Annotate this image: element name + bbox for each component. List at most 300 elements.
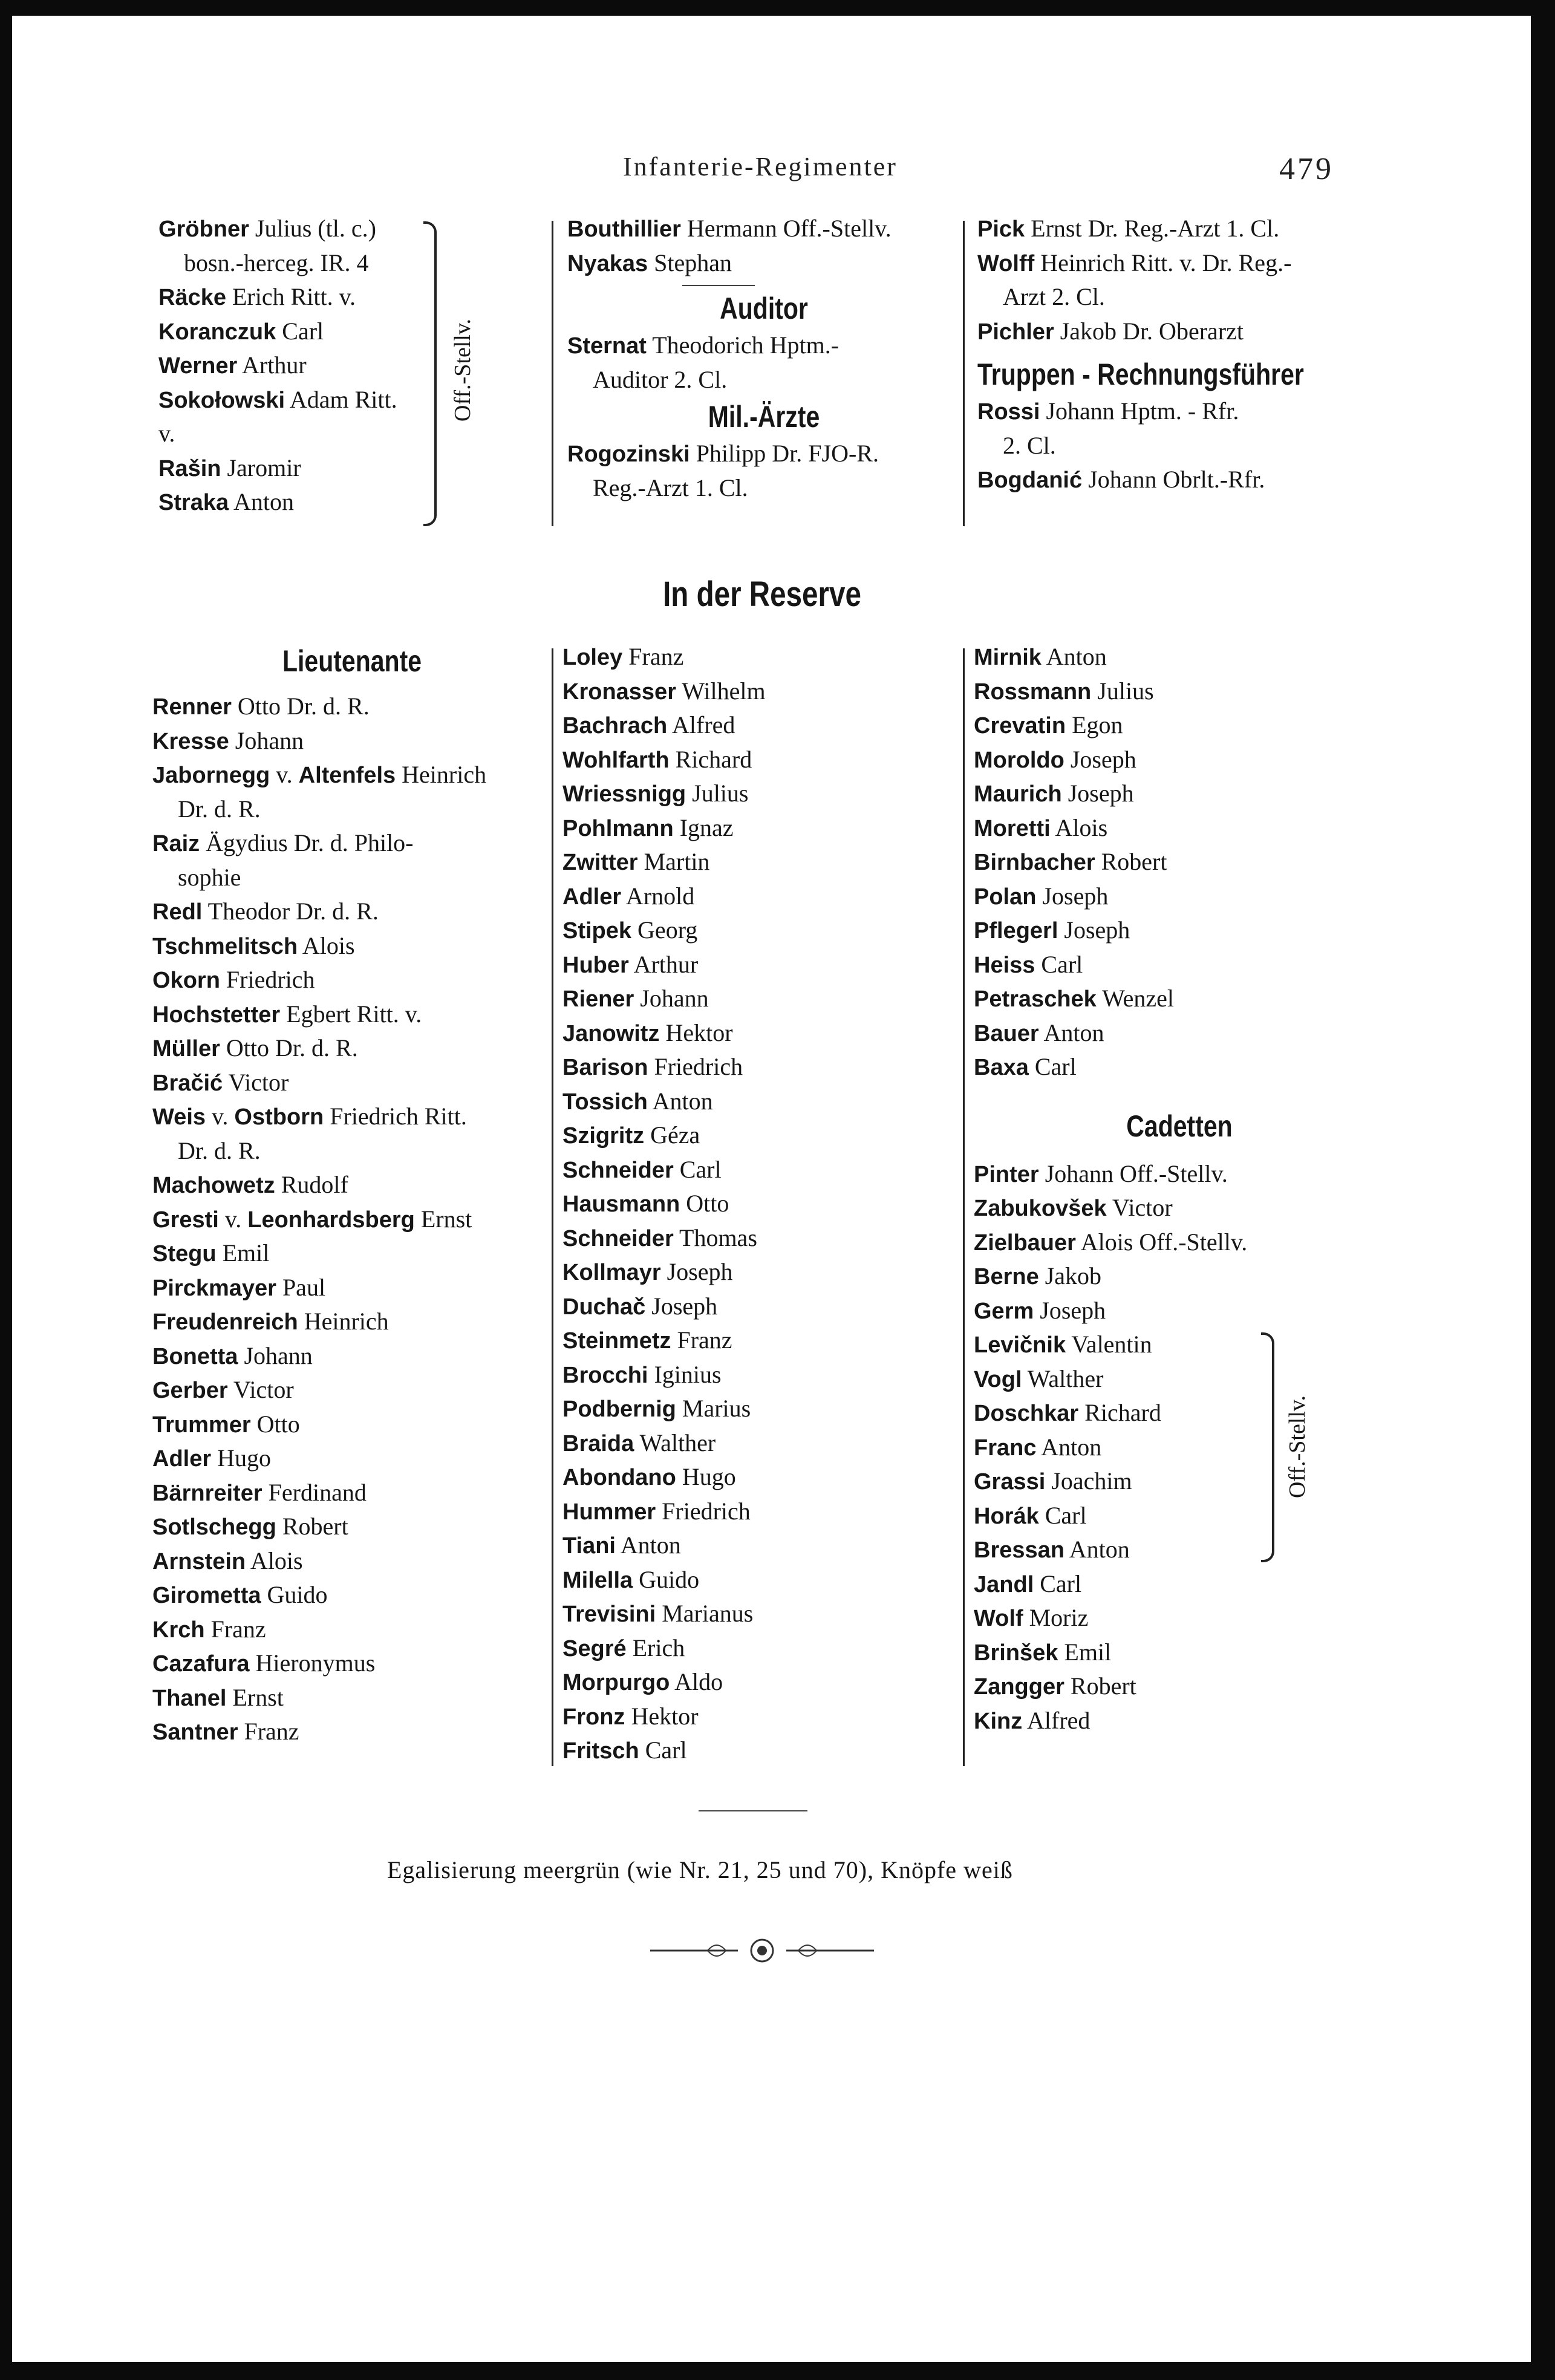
name-detail: Victor (1106, 1194, 1173, 1221)
surname: Berne (974, 1264, 1039, 1289)
name-detail: Johann (229, 726, 304, 754)
reserve-entry (562, 1016, 956, 1051)
surname: Levičnik (974, 1332, 1066, 1358)
name-detail: Alois Off.-Stellv. (1075, 1228, 1248, 1256)
surname: Müller (152, 1036, 220, 1061)
reserve-entry (562, 1495, 956, 1529)
lieutenant-entry (152, 1681, 552, 1715)
truppen-entry (977, 394, 1377, 429)
reserve-entry (974, 982, 1385, 1016)
name-detail: Joseph (1061, 780, 1134, 807)
surname: Abondano (562, 1465, 676, 1490)
reserve-entry (562, 1050, 956, 1084)
officer-brace (423, 221, 437, 526)
surname: Jandl (974, 1571, 1034, 1597)
officer-entry (158, 417, 443, 451)
name-detail: Wenzel (1096, 985, 1175, 1012)
name-detail: Carl (276, 317, 324, 345)
cadet-entry (974, 1362, 1385, 1397)
lieutenant-entry (152, 690, 552, 724)
name-detail: sophie (178, 863, 241, 891)
footer-rule (699, 1810, 807, 1811)
surname: Pick (977, 217, 1025, 242)
aerzte-entry (567, 471, 960, 506)
name-detail: Hermann Off.-Stellv. (680, 215, 892, 242)
aerzte-heading: Mil.-Ärzte (708, 400, 820, 434)
name-detail: Wilhelm (676, 677, 766, 705)
lieutenant-entry (152, 1134, 552, 1169)
name-detail: Joseph (1058, 916, 1130, 944)
name-detail: Carl (1038, 1501, 1087, 1529)
name-detail: Jakob Dr. Oberarzt (1054, 317, 1244, 345)
scan-border-left (0, 0, 12, 2380)
surname: Straka (158, 490, 229, 515)
surname: Schneider (562, 1157, 674, 1183)
name-detail: Ernst (414, 1205, 472, 1233)
name-detail: Franz (204, 1615, 266, 1643)
reserve-heading: In der Reserve (663, 575, 861, 614)
surname: Raiz (152, 831, 200, 856)
name-detail: Egbert Ritt. v. (280, 1000, 422, 1028)
lieutenant-entry (152, 1236, 552, 1271)
reserve-right-column (974, 640, 1385, 1738)
reserve-entry (562, 811, 956, 846)
section-rule (682, 285, 755, 286)
name-detail: 2. Cl. (1003, 431, 1056, 459)
name-detail: Walther (1022, 1364, 1104, 1392)
name-detail: Theodorich Hptm.- (646, 331, 839, 359)
name-detail: Theodor Dr. d. R. (202, 898, 379, 925)
name-detail: Hektor (659, 1019, 733, 1046)
surname: Bogdanić (977, 468, 1083, 493)
name-detail: Adam Ritt. (285, 385, 397, 413)
surname: Machowetz (152, 1173, 275, 1198)
surname: Kollmayr (562, 1260, 661, 1285)
name-detail: Aldo (670, 1668, 723, 1695)
reserve-entry (562, 1700, 956, 1734)
name-detail: Dr. d. R. (178, 1136, 261, 1164)
reserve-entry (974, 708, 1385, 743)
lieutenant-entry (152, 1305, 552, 1339)
surname: Birnbacher (974, 850, 1095, 875)
surname: Maurich (974, 781, 1062, 807)
surname: Brinšek (974, 1640, 1058, 1666)
surname: Milella (562, 1567, 633, 1593)
surname: Räcke (158, 285, 226, 310)
surname: Girometta (152, 1583, 261, 1608)
cadet-entry (974, 1430, 1385, 1465)
name-detail: Reg.-Arzt 1. Cl. (593, 474, 748, 501)
reserve-entry (562, 1631, 956, 1666)
reserve-entry (562, 879, 956, 914)
surname: Kinz (974, 1708, 1023, 1734)
surname: Vogl (974, 1366, 1022, 1392)
surname: Hausmann (562, 1192, 680, 1217)
lieutenant-entry (152, 792, 552, 827)
reserve-entry (562, 1255, 956, 1289)
cadet-entry (974, 1328, 1385, 1362)
surname: Stegu (152, 1241, 217, 1267)
name-detail: Alois (298, 931, 355, 959)
name-detail: Hugo (676, 1463, 736, 1490)
lieutenant-entry (152, 1441, 552, 1476)
name-detail: Erich Ritt. v. (226, 283, 356, 310)
lieutenant-entry (152, 1100, 552, 1134)
surname: Hochstetter (152, 1002, 281, 1028)
officer-entry (158, 315, 443, 349)
reserve-entry (974, 674, 1385, 709)
surname: Kronasser (562, 679, 676, 705)
officer-entry (158, 348, 443, 383)
cadet-entry (974, 1635, 1385, 1670)
lieutenant-entry (152, 1476, 552, 1510)
reserve-entry (974, 640, 1385, 674)
surname: Wolff (977, 250, 1035, 276)
officer-entry (158, 212, 443, 246)
name-detail: Johann (634, 985, 709, 1012)
reserve-entry (974, 743, 1385, 777)
surname: Polan (974, 884, 1037, 910)
surname: Pirckmayer (152, 1275, 276, 1301)
name-detail: Franz (622, 643, 684, 670)
name-detail: Hektor (625, 1702, 699, 1730)
name-detail: Victor (227, 1376, 294, 1403)
surname: Brocchi (562, 1362, 648, 1388)
surname: Sokołowski (158, 387, 285, 413)
cadet-entry (974, 1601, 1385, 1635)
surname: Stipek (562, 918, 632, 944)
name-detail: Arthur (237, 351, 307, 379)
surname: Trummer (152, 1412, 251, 1438)
name-detail: Johann Hptm. - Rfr. (1040, 397, 1239, 425)
reserve-entry (562, 845, 956, 879)
reserve-entry (562, 1221, 956, 1256)
reserve-entry (562, 1118, 956, 1153)
reserve-entry (562, 1187, 956, 1221)
surname: Bouthillier (567, 217, 681, 242)
surname: Braida (562, 1430, 634, 1456)
name-detail: Rudolf (275, 1171, 348, 1198)
surname: Hummer (562, 1499, 656, 1525)
surname: Adler (152, 1446, 212, 1472)
reserve-entry (974, 811, 1385, 846)
lieutenant-entry (152, 1715, 552, 1749)
name-detail: Carl (1035, 950, 1083, 978)
lieutenants-column (152, 641, 552, 1749)
surname: Zabukovšek (974, 1196, 1107, 1221)
reserve-entry (562, 674, 956, 709)
reserve-entry (562, 1528, 956, 1563)
reserve-entry (562, 1733, 956, 1768)
surname: Okorn (152, 968, 220, 993)
name-detail: Julius (686, 780, 749, 807)
cadet-entry (974, 1191, 1385, 1225)
surname: Altenfels (298, 763, 396, 788)
reserve-entry (562, 1084, 956, 1119)
lieutenant-entry (152, 929, 552, 963)
reserve-entry (562, 1153, 956, 1187)
lieutenant-entry (152, 758, 552, 792)
name-detail: Anton (229, 488, 294, 515)
surname: Pinter (974, 1161, 1039, 1187)
name-detail: Heinrich Ritt. v. Dr. Reg.- (1034, 249, 1292, 276)
name-detail: Joseph (1064, 745, 1136, 773)
column-rule-lower-2 (963, 648, 965, 1766)
name-detail: Ferdinand (262, 1478, 367, 1506)
surname: Krch (152, 1617, 205, 1643)
surname: Wolf (974, 1606, 1023, 1631)
lieutenant-entry (152, 1407, 552, 1442)
name-detail: v. (218, 1205, 248, 1233)
name-detail: Philipp Dr. FJO-R. (689, 440, 879, 467)
name-detail: Julius (1091, 677, 1154, 705)
lieutenant-entry (152, 963, 552, 997)
officer-entry (567, 212, 960, 246)
officer-entry (158, 280, 443, 315)
surname: Crevatin (974, 713, 1066, 738)
top-right-column (977, 212, 1377, 497)
lieutenant-entry (152, 1373, 552, 1407)
truppen-entry (977, 429, 1377, 463)
name-detail: Joseph (1034, 1296, 1106, 1324)
surname: Barison (562, 1055, 648, 1080)
surname: Pichler (977, 319, 1054, 345)
name-detail: Alfred (1022, 1706, 1090, 1734)
surname: Horák (974, 1503, 1039, 1529)
surname: Gröbner (158, 217, 249, 242)
lieutenant-entry (152, 861, 552, 895)
name-detail: Friedrich (220, 966, 315, 993)
lieutenant-entry (152, 1202, 552, 1237)
reserve-middle-column (562, 640, 956, 1768)
name-detail: Joseph (645, 1292, 718, 1320)
name-detail: Friedrich Ritt. (324, 1103, 467, 1130)
name-detail: Carl (1028, 1053, 1077, 1080)
name-detail: Marius (676, 1395, 751, 1422)
name-detail: Dr. d. R. (178, 795, 261, 823)
name-detail: Franz (671, 1326, 732, 1354)
surname: Heiss (974, 952, 1035, 978)
surname: Fronz (562, 1704, 625, 1730)
name-detail: Johann Obrlt.-Rfr. (1082, 466, 1265, 493)
surname: Cazafura (152, 1651, 250, 1677)
name-detail: Otto (680, 1190, 729, 1217)
surname: Bonetta (152, 1343, 238, 1369)
name-detail: Carl (1034, 1570, 1082, 1597)
cadet-entry (974, 1225, 1385, 1260)
officer-entry (567, 246, 960, 281)
surname: Leonhardsberg (247, 1207, 415, 1233)
truppen-entry (977, 463, 1377, 497)
reserve-entry (562, 948, 956, 982)
surname: Renner (152, 694, 232, 720)
name-detail: bosn.-herceg. IR. 4 (184, 249, 369, 276)
surname: Gerber (152, 1378, 228, 1403)
name-detail: Heinrich (298, 1308, 389, 1335)
surname: Santner (152, 1720, 238, 1745)
reserve-entry (974, 913, 1385, 948)
reserve-entry (974, 1050, 1385, 1084)
surname: Fritsch (562, 1738, 639, 1764)
name-detail: Hugo (211, 1444, 272, 1472)
name-detail: Friedrich (648, 1053, 743, 1080)
name-detail: Hieronymus (249, 1649, 376, 1677)
surname: Sotlschegg (152, 1514, 276, 1540)
name-detail: Anton (647, 1087, 713, 1115)
surname: Grassi (974, 1469, 1046, 1495)
cadetten-brace-label: Off.-Stellv. (1284, 1395, 1310, 1498)
surname: Rossi (977, 399, 1040, 425)
cadet-entry (974, 1259, 1385, 1294)
surname: Baxa (974, 1055, 1029, 1080)
name-detail: Arnold (621, 882, 695, 910)
name-detail: Julius (tl. c.) (249, 215, 376, 242)
reserve-entry (974, 879, 1385, 914)
surname: Rossmann (974, 679, 1092, 705)
reserve-entry (562, 1289, 956, 1324)
officer-entry (158, 451, 443, 486)
name-detail: Franz (238, 1718, 299, 1745)
surname: Bračić (152, 1070, 223, 1096)
surname: Bauer (974, 1020, 1039, 1046)
surname: Sternat (567, 333, 647, 359)
surname: Adler (562, 884, 622, 910)
reserve-entry (562, 777, 956, 811)
surname: Loley (562, 645, 623, 670)
name-detail: Walther (634, 1429, 716, 1456)
name-detail: Moriz (1023, 1604, 1089, 1631)
cadet-entry (974, 1533, 1385, 1567)
surname: Redl (152, 899, 203, 925)
name-detail: Richard (669, 745, 752, 773)
cadet-entry (974, 1157, 1385, 1192)
name-detail: Ägydius Dr. d. Philo- (200, 829, 414, 856)
ornament-icon (647, 1935, 877, 1966)
officer-brace-label: Off.-Stellv. (449, 319, 475, 422)
surname: Podbernig (562, 1397, 676, 1422)
name-detail: Anton (1064, 1536, 1130, 1563)
reserve-entry (974, 948, 1385, 982)
surname: Mirnik (974, 645, 1042, 670)
reserve-entry (974, 845, 1385, 879)
reserve-entry (562, 743, 956, 777)
officer-entry (158, 383, 443, 417)
name-detail: Emil (1058, 1638, 1112, 1666)
name-detail: Carl (673, 1155, 722, 1183)
auditor-heading: Auditor (720, 292, 808, 325)
surname: Pohlmann (562, 815, 674, 841)
cadet-entry (974, 1396, 1385, 1430)
name-detail: Otto Dr. d. R. (220, 1034, 358, 1061)
surname: Bressan (974, 1537, 1064, 1563)
lieutenant-entry (152, 1031, 552, 1066)
surname: Freudenreich (152, 1309, 298, 1335)
name-detail: Richard (1078, 1399, 1161, 1426)
name-detail: Joseph (1036, 882, 1109, 910)
reserve-entry (974, 1016, 1385, 1051)
lieutenant-entry (152, 724, 552, 758)
reserve-entry (562, 1392, 956, 1426)
surname: Szigritz (562, 1123, 645, 1149)
column-rule-top-2 (963, 221, 965, 526)
surname: Huber (562, 952, 629, 978)
reserve-entry (562, 982, 956, 1016)
surname: Jabornegg (152, 763, 270, 788)
reserve-entry (562, 708, 956, 743)
name-detail: Jakob (1038, 1262, 1102, 1289)
name-detail: Robert (276, 1513, 348, 1540)
cadet-entry (974, 1704, 1385, 1738)
surname: Zielbauer (974, 1230, 1076, 1256)
lieutenant-entry (152, 1646, 552, 1681)
name-detail: Thomas (673, 1224, 757, 1251)
name-detail: Ignaz (673, 813, 734, 841)
surname: Zangger (974, 1674, 1064, 1700)
name-detail: Alfred (667, 711, 735, 738)
surname: Werner (158, 353, 238, 379)
scan-border-right (1531, 0, 1555, 2380)
top-middle-column (567, 212, 960, 505)
name-detail: Johann (238, 1342, 313, 1369)
name-detail: Robert (1064, 1672, 1136, 1700)
lieutenant-entry (152, 895, 552, 929)
name-detail: Friedrich (656, 1497, 751, 1525)
auditor-entry (567, 363, 960, 397)
surname: Bachrach (562, 713, 668, 738)
column-rule-top-1 (552, 221, 553, 526)
name-detail: Ernst (226, 1683, 284, 1711)
surname: Wriessnigg (562, 781, 686, 807)
name-detail: Carl (639, 1736, 687, 1764)
name-detail: Joseph (660, 1258, 733, 1285)
surname: Wohlfarth (562, 747, 670, 773)
name-detail: Alois (246, 1547, 303, 1574)
name-detail: Otto (250, 1410, 300, 1438)
footer-note: Egalisierung meergrün (wie Nr. 21, 25 und 70), Knöpfe weiß (387, 1856, 1013, 1883)
aerzte-entry (977, 212, 1377, 246)
reserve-entry (562, 640, 956, 674)
name-detail: Otto Dr. d. R. (231, 693, 370, 720)
surname: Riener (562, 986, 634, 1012)
surname: Ostborn (234, 1104, 324, 1130)
name-detail: Arthur (628, 950, 699, 978)
lieutenant-entry (152, 826, 552, 861)
surname: Schneider (562, 1225, 674, 1251)
auditor-entry (567, 328, 960, 363)
surname: Pflegerl (974, 918, 1058, 944)
reserve-entry (562, 1665, 956, 1700)
surname: Segré (562, 1635, 627, 1661)
surname: Janowitz (562, 1020, 660, 1046)
name-detail: Anton (1041, 643, 1107, 670)
cadet-entry (974, 1499, 1385, 1533)
aerzte-entry (977, 246, 1377, 281)
surname: Doschkar (974, 1401, 1079, 1426)
name-detail: Victor (223, 1068, 289, 1096)
name-detail: Valentin (1066, 1331, 1152, 1358)
lieutenant-entry (152, 1544, 552, 1579)
lieutenant-entry (152, 1271, 552, 1305)
aerzte-entry (977, 315, 1377, 349)
reserve-entry (562, 913, 956, 948)
name-detail: v. (158, 420, 175, 447)
reserve-entry (562, 1563, 956, 1597)
reserve-entry (562, 1358, 956, 1392)
cadetten-brace (1261, 1332, 1274, 1562)
name-detail: Anton (1038, 1019, 1104, 1046)
surname: Koranczuk (158, 319, 276, 345)
surname: Morpurgo (562, 1670, 670, 1695)
